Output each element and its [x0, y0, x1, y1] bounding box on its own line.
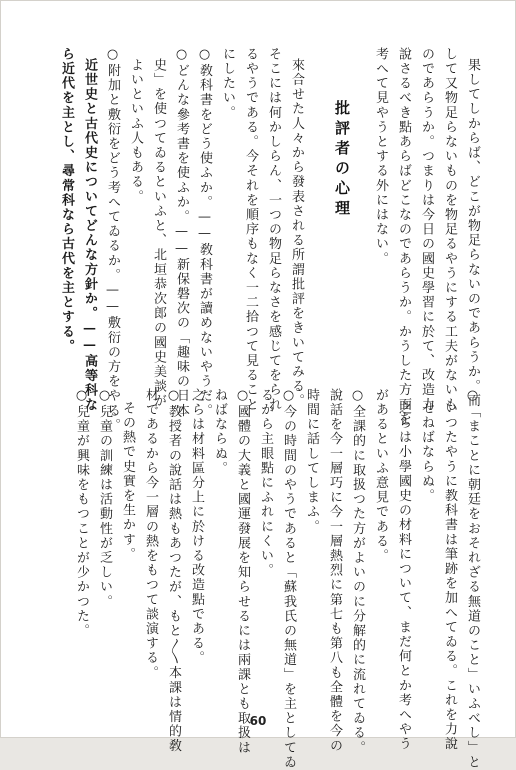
- text-column: ら近代を主とし、尋常科なら古代を主とする。: [59, 47, 74, 354]
- text-column: のであらうか。つまりは今日の國史學習に於て、改造力: [419, 47, 434, 412]
- text-column: せねばならぬ。: [419, 401, 434, 504]
- text-column: るから主眼點にふれにくい。: [258, 388, 273, 578]
- text-column: ○「まことに朝廷をおそれざる無道のこと」いふべし」と: [465, 388, 480, 770]
- text-column: 史」を使つてゐるといふと、北垣恭次郎の國史美談が: [151, 58, 166, 409]
- text-column: ○兒童が興味をもつことが少かつた。: [74, 388, 89, 639]
- text-column: 材であるから今一層の熱をもつて談演する。: [143, 388, 158, 680]
- text-column: ○敎科書をどう使ふか。——敎科書が讀めないやうだ。: [197, 47, 212, 418]
- text-column: ○兒童の訓練は活動性が乏しい。: [97, 388, 112, 609]
- text-column: ○教授者の說話は熱もあつたが、もと〳〵本課は情的敎: [166, 388, 181, 754]
- text-column: があるといふ意見である。: [373, 388, 388, 564]
- text-column: 時間に話してしまふ。: [304, 388, 319, 534]
- text-column: ○國體の大義と國運發展を知らせるには兩課とも取扱は: [235, 388, 250, 755]
- text-column: 近世史と古代史についてどんな方針か。——高等科な: [82, 58, 97, 413]
- text-column: その熱で史實を生かす。: [120, 401, 135, 562]
- page-number: 60: [249, 714, 267, 728]
- text-column: して又物足らないものを物足るやうにする工夫がないも: [442, 47, 457, 412]
- text-column: そこには何かしらん、一つの物足らなさを感じてをられ: [266, 47, 281, 412]
- text-column: にしたい。: [220, 47, 235, 120]
- text-column: ねばならぬ。: [212, 388, 227, 476]
- text-column: ○附加と敷衍をどう考へてゐるか。——敷衍の方をやる。: [105, 47, 120, 433]
- text-column: いつたやうに教科書は筆跡を加へてゐる。これを力說: [442, 401, 457, 752]
- text-column: 之らは材料區分上に於ける改造點である。: [189, 388, 204, 666]
- text-column: 之らは小學國史の材料について、まだ何とか考へやう: [396, 401, 411, 752]
- text-column: 說話を今一層巧に今一層熱烈に第七も第八も全體を今の: [327, 388, 342, 753]
- text-column: 考へて見やうとする外にはない。: [373, 47, 388, 266]
- text-column: 說さるべき點あらばどこなのであらうか。かうした方面を: [396, 47, 411, 427]
- section-heading: 批評者の心理: [333, 100, 351, 220]
- text-column: るやうである。今それを順序もなく一二拾つて見ること: [243, 47, 258, 412]
- text-column: ○どんな參考書を使ふか。——新保磐次の「趣味の日本: [174, 47, 189, 418]
- text-column: 來合せた人々から發表される所謂批評をきいてみる。: [289, 58, 304, 409]
- text-column: よいといふ人もある。: [128, 58, 143, 204]
- text-column: ○今の時間のやうであると「蘇我氏の無道」を主としてゐ: [281, 388, 296, 770]
- text-column: 果してしからば、どこが物足らないのであらうか。而: [465, 58, 480, 409]
- text-column: ○全課的に取扱つた方がよいのに分解的に流れてゐる。: [350, 388, 365, 755]
